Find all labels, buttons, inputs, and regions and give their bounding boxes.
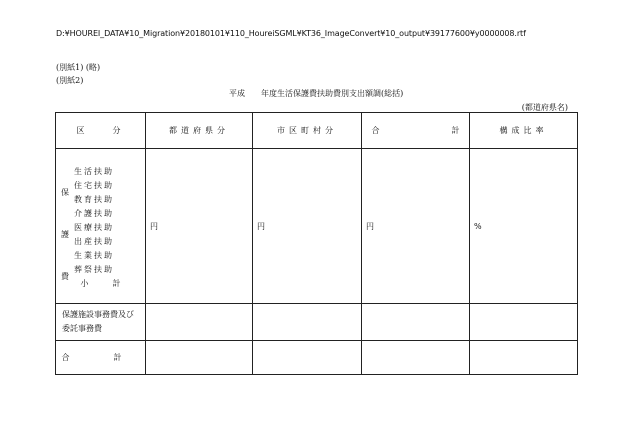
protection-expense-label-cell (56, 149, 146, 304)
document-title: 平成 年度生活保護費扶助費別支出額調(総括) (229, 89, 404, 98)
header-prefecture: 都道府県分 (146, 113, 253, 149)
facility-expense-row (56, 304, 578, 341)
grand-total-ratio-cell (470, 341, 578, 375)
header-category: 区 分 (56, 113, 146, 149)
facility-ratio-cell (470, 304, 578, 341)
item-occupation: 生業扶助 (74, 251, 114, 260)
prefecture-cell (146, 149, 253, 304)
unit-percent: % (474, 221, 482, 231)
item-childbirth: 出産扶助 (74, 237, 114, 246)
header-ratio: 構成比率 (470, 113, 578, 149)
unit-yen: 円 (257, 221, 265, 231)
attachment-1-note: (別紙1) (略) (56, 63, 101, 72)
item-education: 教育扶助 (74, 195, 114, 204)
prefecture-name-note: (都道府県名) (521, 103, 568, 112)
facility-label-line-2: 委託事務費 (62, 324, 102, 333)
item-medical: 医療扶助 (74, 223, 114, 232)
total-cell (362, 149, 470, 304)
protection-expense-group-label (56, 149, 74, 303)
expenditure-table (55, 112, 578, 375)
grand-total-prefecture-cell (146, 341, 253, 375)
unit-yen: 円 (366, 221, 374, 231)
unit-yen: 円 (150, 221, 158, 231)
grand-total-row (56, 341, 578, 375)
ratio-cell (470, 149, 578, 304)
group-char-1: 保 (61, 187, 69, 197)
header-total-left: 合 (371, 126, 380, 135)
facility-municipal-cell (253, 304, 362, 341)
header-municipal: 市区町村分 (253, 113, 362, 149)
attachment-2-label: (別紙2) (56, 76, 84, 85)
grand-total-label: 合 計 (56, 341, 146, 375)
assistance-item-list (74, 149, 145, 303)
facility-label-line-1: 保護施設事務費及び (62, 310, 134, 319)
item-housing: 住宅扶助 (74, 181, 114, 190)
header-total-right: 計 (451, 126, 460, 135)
file-path: D:¥HOUREI_DATA¥10_Migration¥20180101¥110_HoureiSGML¥KT36_ImageConvert¥10_output¥39177600¥y0000008.rtf (56, 29, 526, 38)
item-subtotal: 小 計 (80, 279, 129, 288)
item-living: 生活扶助 (74, 167, 114, 176)
grand-total-total-cell (362, 341, 470, 375)
facility-prefecture-cell (146, 304, 253, 341)
group-char-3: 費 (61, 271, 69, 281)
municipal-cell (253, 149, 362, 304)
header-total (362, 113, 470, 149)
facility-expense-label (56, 304, 146, 341)
group-char-2: 護 (61, 229, 69, 239)
header-row (56, 113, 578, 149)
item-funeral: 葬祭扶助 (74, 265, 114, 274)
protection-expense-row (56, 149, 578, 304)
item-nursing: 介護扶助 (74, 209, 114, 218)
facility-total-cell (362, 304, 470, 341)
grand-total-municipal-cell (253, 341, 362, 375)
